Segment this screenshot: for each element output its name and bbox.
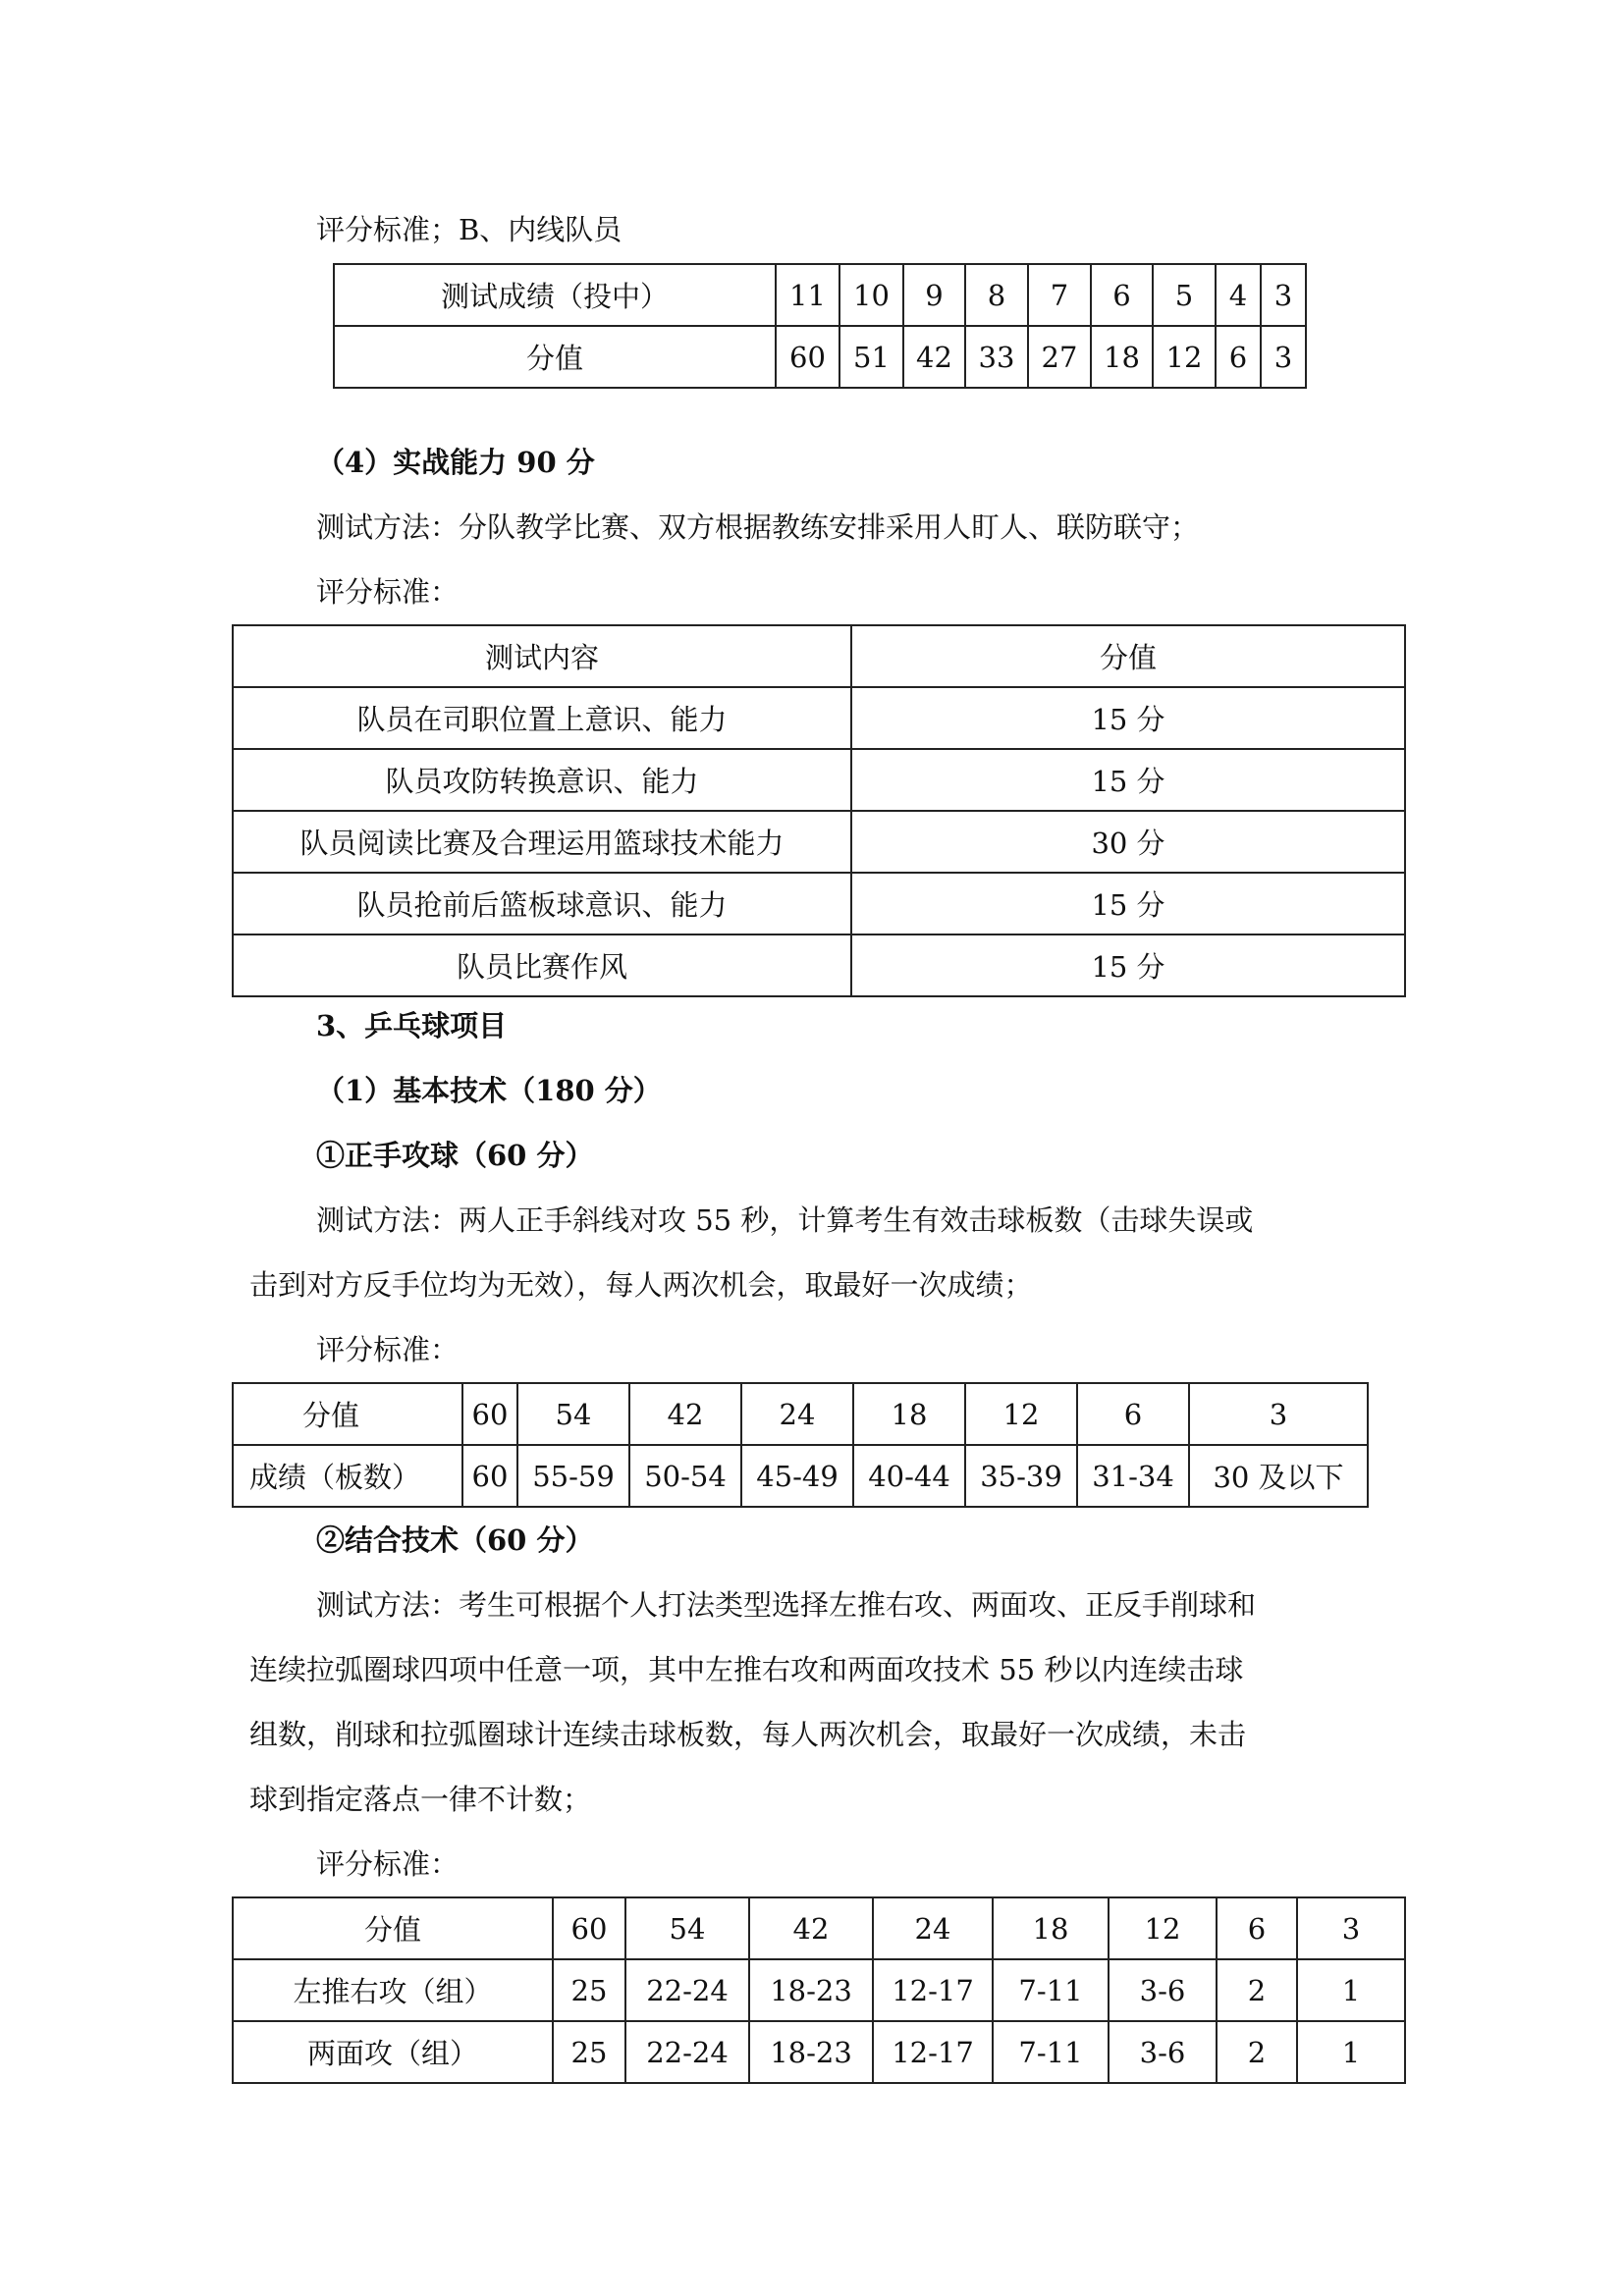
- table-cell: 27: [1028, 326, 1091, 388]
- combined-method-line3: 组数，削球和拉弧圈球计连续击球板数，每人两次机会，取最好一次成绩，未击: [249, 1718, 1247, 1751]
- table-cell: 40-44: [853, 1445, 965, 1507]
- table-cell: 10: [839, 264, 903, 326]
- column-header-score: 分值: [851, 625, 1405, 687]
- table-cell: 11: [776, 264, 839, 326]
- table-cell: 5: [1153, 264, 1216, 326]
- table-cell: 22-24: [625, 2021, 749, 2083]
- table-cell: 8: [965, 264, 1028, 326]
- table-cell: 42: [629, 1383, 741, 1445]
- table-row: [334, 264, 1306, 326]
- combat-heading: （4）实战能力 90 分: [316, 446, 595, 479]
- pingpong-heading: 3、乒乓球项目: [316, 1009, 508, 1042]
- table-row: [233, 1897, 1405, 1959]
- combined-scoring-label: 评分标准：: [316, 1847, 460, 1881]
- combined-method-line1: 测试方法：考生可根据个人打法类型选择左推右攻、两面攻、正反手削球和: [316, 1588, 1257, 1622]
- table-row: [334, 326, 1306, 388]
- inside-score-table: [333, 263, 1307, 389]
- table-cell: 18-23: [749, 1959, 873, 2021]
- table-cell: 15 分: [851, 749, 1405, 811]
- column-header-content: 测试内容: [233, 625, 851, 687]
- table-cell: 18: [993, 1897, 1109, 1959]
- table-row: [233, 1445, 1368, 1507]
- table-cell: 45-49: [741, 1445, 853, 1507]
- table-cell: 50-54: [629, 1445, 741, 1507]
- table-cell: 6: [1216, 326, 1261, 388]
- table-cell: 12-17: [873, 1959, 993, 2021]
- table-row: [233, 811, 1405, 873]
- table-cell: 55-59: [517, 1445, 629, 1507]
- table-cell: 18: [853, 1383, 965, 1445]
- table-cell: 3-6: [1109, 2021, 1217, 2083]
- table-cell: 15 分: [851, 934, 1405, 996]
- table-cell: 12: [1109, 1897, 1217, 1959]
- table-cell: 60: [553, 1897, 625, 1959]
- table-cell: 队员在司职位置上意识、能力: [233, 687, 851, 749]
- table-cell: 3: [1297, 1897, 1405, 1959]
- row-header: 分值: [233, 1383, 462, 1445]
- row-header: 成绩（板数）: [233, 1445, 462, 1507]
- combat-scoring-label: 评分标准：: [316, 575, 460, 609]
- table-cell: 1: [1297, 2021, 1405, 2083]
- table-row: [233, 1383, 1368, 1445]
- table-cell: 51: [839, 326, 903, 388]
- forehand-scoring-label: 评分标准：: [316, 1333, 460, 1366]
- table-cell: 33: [965, 326, 1028, 388]
- table-cell: 7-11: [993, 1959, 1109, 2021]
- table-cell: 18: [1091, 326, 1153, 388]
- row-header: 两面攻（组）: [233, 2021, 553, 2083]
- combined-method-line4: 球到指定落点一律不计数；: [249, 1783, 592, 1816]
- row-header: 分值: [233, 1897, 553, 1959]
- table-cell: 6: [1217, 1897, 1297, 1959]
- table-cell: 队员阅读比赛及合理运用篮球技术能力: [233, 811, 851, 873]
- table-cell: 3: [1189, 1383, 1368, 1445]
- table-cell: 队员抢前后篮板球意识、能力: [233, 873, 851, 934]
- table-cell: 12-17: [873, 2021, 993, 2083]
- table-header-row: [233, 625, 1405, 687]
- combined-score-table: [232, 1896, 1406, 2084]
- table-cell: 15 分: [851, 687, 1405, 749]
- table-cell: 42: [903, 326, 965, 388]
- table-cell: 24: [741, 1383, 853, 1445]
- table-row: [233, 873, 1405, 934]
- row-header: 分值: [334, 326, 776, 388]
- basic-technique-heading: （1）基本技术（180 分）: [316, 1074, 662, 1107]
- table-row: [233, 1959, 1405, 2021]
- forehand-heading: ①正手攻球（60 分）: [316, 1139, 594, 1172]
- table-cell: 12: [965, 1383, 1077, 1445]
- combat-score-table: [232, 624, 1406, 997]
- table-cell: 60: [462, 1383, 517, 1445]
- table-cell: 2: [1217, 2021, 1297, 2083]
- table-cell: 24: [873, 1897, 993, 1959]
- forehand-score-table: [232, 1382, 1369, 1508]
- table-cell: 22-24: [625, 1959, 749, 2021]
- table-cell: 7-11: [993, 2021, 1109, 2083]
- inside-scoring-label: 评分标准；B、内线队员: [316, 213, 623, 246]
- combat-method: 测试方法：分队教学比赛、双方根据教练安排采用人盯人、联防联守；: [316, 510, 1200, 544]
- table-cell: 12: [1153, 326, 1216, 388]
- table-cell: 25: [553, 2021, 625, 2083]
- table-cell: 4: [1216, 264, 1261, 326]
- table-cell: 54: [625, 1897, 749, 1959]
- table-cell: 25: [553, 1959, 625, 2021]
- combined-method-line2: 连续拉弧圈球四项中任意一项，其中左推右攻和两面攻技术 55 秒以内连续击球: [249, 1653, 1244, 1686]
- table-cell: 队员比赛作风: [233, 934, 851, 996]
- table-cell: 60: [462, 1445, 517, 1507]
- table-cell: 42: [749, 1897, 873, 1959]
- table-row: [233, 687, 1405, 749]
- table-cell: 队员攻防转换意识、能力: [233, 749, 851, 811]
- table-cell: 60: [776, 326, 839, 388]
- table-cell: 54: [517, 1383, 629, 1445]
- table-cell: 9: [903, 264, 965, 326]
- table-cell: 3: [1261, 264, 1306, 326]
- forehand-method-line1: 测试方法：两人正手斜线对攻 55 秒，计算考生有效击球板数（击球失误或: [316, 1203, 1254, 1237]
- combined-heading: ②结合技术（60 分）: [316, 1523, 594, 1557]
- row-header: 左推右攻（组）: [233, 1959, 553, 2021]
- table-cell: 7: [1028, 264, 1091, 326]
- table-cell: 2: [1217, 1959, 1297, 2021]
- table-cell: 6: [1091, 264, 1153, 326]
- table-cell: 3-6: [1109, 1959, 1217, 2021]
- table-cell: 31-34: [1077, 1445, 1189, 1507]
- table-cell: 30 分: [851, 811, 1405, 873]
- table-cell: 35-39: [965, 1445, 1077, 1507]
- forehand-method-line2: 击到对方反手位均为无效），每人两次机会，取最好一次成绩；: [249, 1268, 1033, 1302]
- table-cell: 18-23: [749, 2021, 873, 2083]
- table-cell: 30 及以下: [1189, 1445, 1368, 1507]
- table-cell: 15 分: [851, 873, 1405, 934]
- table-row: [233, 2021, 1405, 2083]
- table-cell: 6: [1077, 1383, 1189, 1445]
- table-cell: 3: [1261, 326, 1306, 388]
- row-header: 测试成绩（投中）: [334, 264, 776, 326]
- table-row: [233, 749, 1405, 811]
- table-cell: 1: [1297, 1959, 1405, 2021]
- table-row: [233, 934, 1405, 996]
